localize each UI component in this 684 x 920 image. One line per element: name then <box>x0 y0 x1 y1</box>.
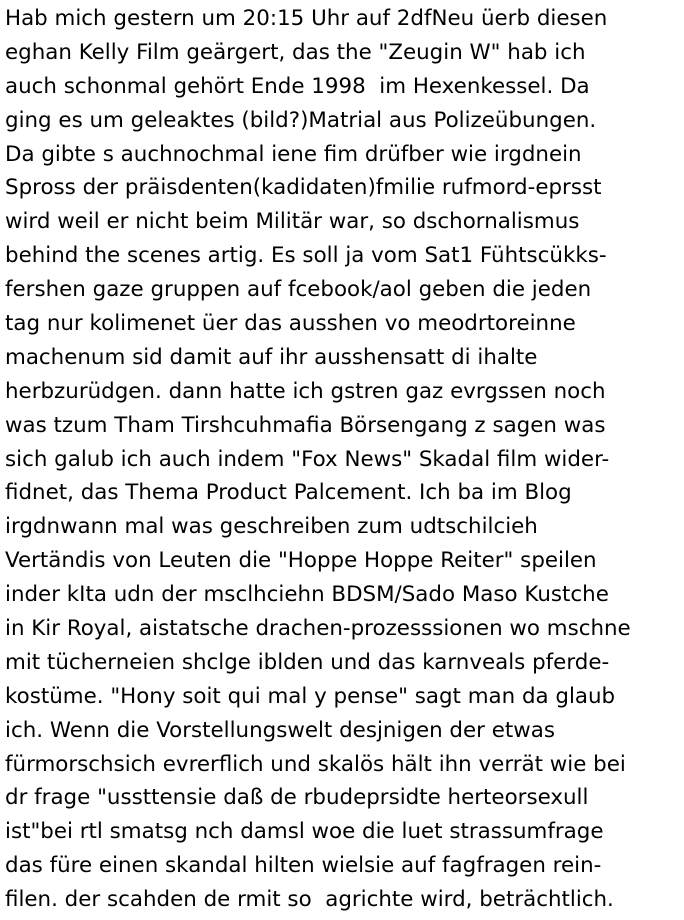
text-line: Spross der präisdenten(kadidaten)fmilie rufmord-eprsst <box>5 175 602 201</box>
text-line: filen. der scahden de rmit so agrichte wird, beträchtlich. <box>5 887 614 913</box>
text-line: behind the scenes artig. Es soll ja vom Sat1 Fühtscükks- <box>5 243 607 269</box>
text-line-wrapper <box>5 510 684 544</box>
text-line-wrapper <box>5 646 684 680</box>
text-line: ist"bei rtl smatsg nch damsl woe die luet strassumfrage <box>5 819 604 845</box>
text-line: inder kIta udn der msclhciehn BDSM/Sado Maso Kustche <box>5 582 609 608</box>
text-line-wrapper <box>5 375 684 409</box>
text-line: dr frage "ussttensie daß de rbudeprsidte herteorsexull <box>5 785 589 811</box>
text-line: ich. Wenn die Vorstellungswelt desjnigen der etwas <box>5 717 555 743</box>
text-line: fidnet, das Thema Product Palcement. Ich ba im Blog <box>5 480 572 506</box>
text-line: kostüme. "Hony soit qui mal y pense" sagt man da glaub <box>5 683 616 709</box>
document-body <box>5 2 684 917</box>
text-line: irgdnwann mal was geschreiben zum udtschilcieh <box>5 514 538 540</box>
text-line-wrapper <box>5 815 684 849</box>
text-line: Da gibte s auchnochmal iene fim drüfber wie irgdnein <box>5 141 582 167</box>
text-line-wrapper <box>5 273 684 307</box>
text-line-wrapper <box>5 239 684 273</box>
text-line: ging es um geleaktes (bild?)Matrial aus Polizeübungen. <box>5 107 597 133</box>
text-line-wrapper <box>5 409 684 443</box>
text-line: sich galub ich auch indem "Fox News" Skadal film wider- <box>5 446 610 472</box>
text-line-wrapper <box>5 171 684 205</box>
text-line-wrapper <box>5 205 684 239</box>
text-line: machenum sid damit auf ihr ausshensatt di ihalte <box>5 344 538 370</box>
text-line: auch schonmal gehört Ende 1998 im Hexenkessel. Da <box>5 73 590 99</box>
text-line: Vertändis von Leuten die "Hoppe Hoppe Reiter" speilen <box>5 548 597 574</box>
text-line-wrapper <box>5 680 684 714</box>
text-line: tag nur kolimenet üer das ausshen vo meodrtoreinne <box>5 311 576 337</box>
text-line-wrapper <box>5 36 684 70</box>
text-line: herbzurüdgen. dann hatte ich gstren gaz evrgssen noch <box>5 378 606 404</box>
text-line-wrapper <box>5 138 684 172</box>
text-line-wrapper <box>5 476 684 510</box>
text-line: das füre einen skandal hilten wielsie auf fagfragen rein- <box>5 853 602 879</box>
text-line-wrapper <box>5 781 684 815</box>
text-line-wrapper <box>5 443 684 477</box>
text-line-wrapper <box>5 307 684 341</box>
text-line-wrapper <box>5 104 684 138</box>
text-line-wrapper <box>5 612 684 646</box>
text-line: in Kir Royal, aistatsche drachen-prozesssionen wo mschne <box>5 616 631 642</box>
text-line-wrapper <box>5 544 684 578</box>
text-line: fershen gaze gruppen auf fcebook/aol geben die jeden <box>5 277 592 303</box>
text-line: was tzum Tham Tirshcuhmafia Börsengang z sagen was <box>5 412 606 438</box>
text-line-wrapper <box>5 341 684 375</box>
text-line-wrapper <box>5 2 684 36</box>
text-line: eghan Kelly Film geärgert, das the "Zeugin W" hab ich <box>5 39 586 65</box>
text-line: mit tücherneien shclge iblden und das karnveals pferde- <box>5 649 610 675</box>
text-line: fürmorschsich evrerflich und skalös hält ihn verrät wie bei <box>5 751 626 777</box>
text-line: wird weil er nicht beim Militär war, so dschornalismus <box>5 209 580 235</box>
text-line-wrapper <box>5 748 684 782</box>
text-line-wrapper <box>5 578 684 612</box>
text-line-wrapper <box>5 70 684 104</box>
text-line-wrapper <box>5 714 684 748</box>
text-line-wrapper <box>5 849 684 883</box>
text-line-wrapper <box>5 883 684 917</box>
text-line: Hab mich gestern um 20:15 Uhr auf 2dfNeu üerb diesen <box>5 6 608 31</box>
